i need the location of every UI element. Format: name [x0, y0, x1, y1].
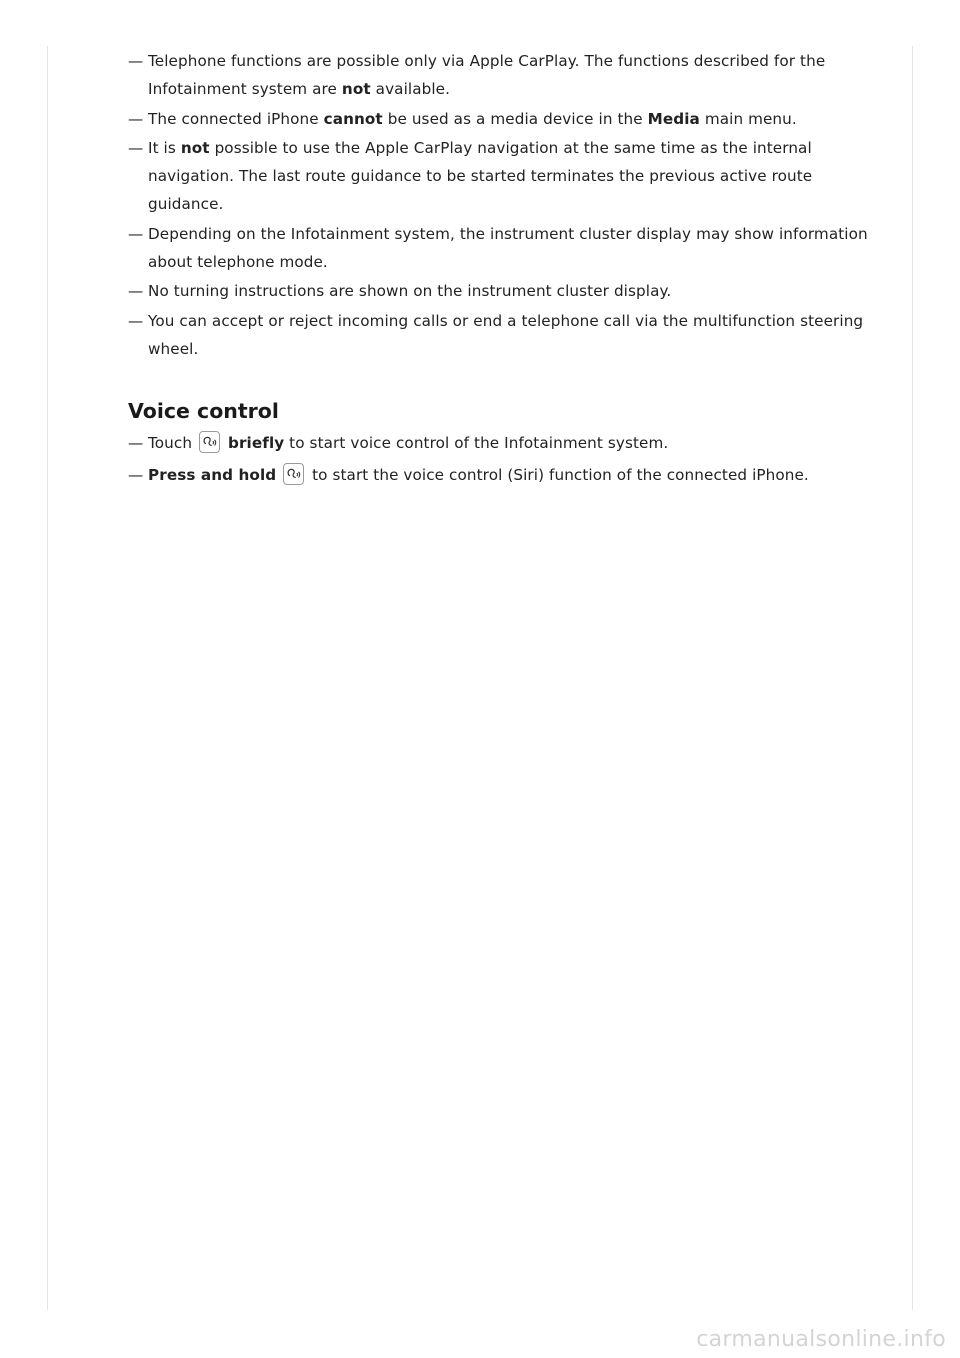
voice-control-item-press-hold [128, 459, 868, 491]
body-text: be used as a media device in the [382, 109, 648, 128]
bullet-dash: — [128, 433, 144, 452]
bullet-dash: — [128, 465, 144, 484]
watermark-text: carmanualsonline.info [696, 1327, 946, 1352]
voice-control-list [128, 427, 868, 491]
voice-item-emphasis: briefly [227, 433, 285, 452]
body-text: available. [370, 80, 451, 98]
body-text: possible to use the Apple CarPlay navigation at the same time as the internal navigation. The last route guidance to be started terminates the previous active route guidance. [148, 139, 813, 213]
voice-item-prefix: Touch [148, 433, 193, 452]
bullet-dash: — [128, 224, 144, 243]
list-item [128, 220, 868, 276]
voice-item-suffix: to start voice control of the Infotainment system. [284, 433, 669, 452]
body-text: Telephone functions are possible only via Apple CarPlay. The functions described for the Infotainment system are [148, 52, 826, 98]
page-margin-rule-right [912, 46, 913, 1310]
bullet-dash: — [128, 52, 144, 70]
emphasis-text: not [341, 80, 371, 98]
list-item [128, 47, 868, 103]
bullet-dash: — [128, 311, 144, 330]
list-item [128, 277, 868, 305]
voice-control-key-icon [199, 431, 220, 453]
voice-item-suffix: to start the voice control (Siri) function of the connected iPhone. [312, 465, 809, 484]
emphasis-text: not [180, 139, 210, 157]
emphasis-text: Media [647, 109, 700, 128]
body-text: main menu. [699, 109, 797, 128]
carplay-notes-list [128, 47, 868, 363]
bullet-dash: — [128, 282, 144, 300]
list-item [128, 134, 868, 218]
emphasis-text: cannot [323, 109, 383, 128]
bullet-dash: — [128, 139, 144, 157]
voice-item-prefix: Press and hold [148, 465, 277, 484]
voice-control-key-icon [283, 463, 304, 485]
list-item [128, 105, 868, 133]
bullet-dash: — [128, 109, 144, 128]
body-text: Depending on the Infotainment system, the instrument cluster display may show information about telephone mode. [148, 224, 868, 271]
voice-control-item-touch [128, 427, 868, 459]
list-item [128, 307, 868, 363]
body-text: It is [148, 139, 181, 157]
body-text: No turning instructions are shown on the instrument cluster display. [148, 282, 672, 300]
page-margin-rule-left [47, 46, 48, 1310]
body-text: The connected iPhone [148, 109, 324, 128]
section-title-voice-control: Voice control [128, 398, 279, 423]
manual-page-content [128, 47, 868, 491]
body-text: You can accept or reject incoming calls or end a telephone call via the multifunction steering wheel. [148, 311, 864, 358]
